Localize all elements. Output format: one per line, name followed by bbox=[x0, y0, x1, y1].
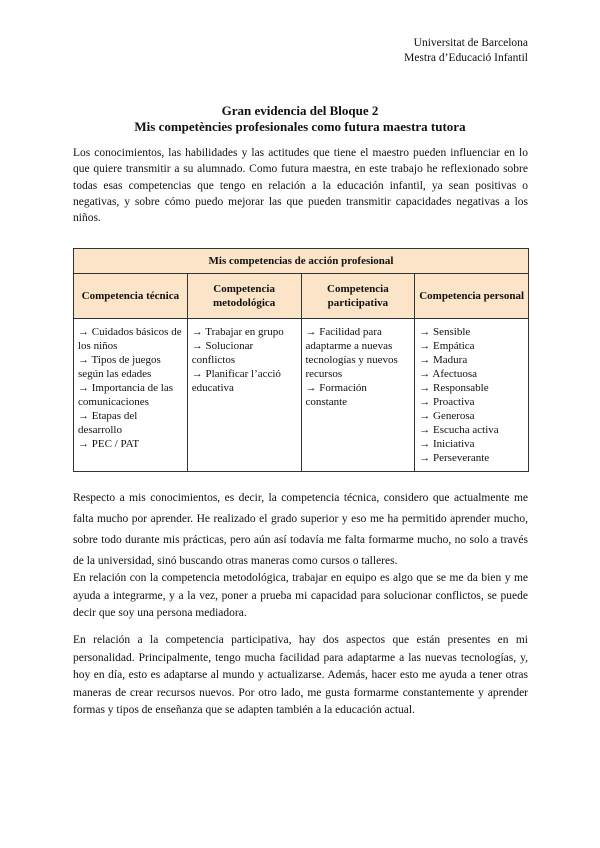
paragraph-methodological: En relación con la competencia metodológica, trabajar en equipo es algo que se me da bien y me ayuda a integrarme, y a la vez, poner a prueba mi capacidad para solucionar conflictos, se puede decir que soy una persona mediadora. bbox=[73, 572, 528, 619]
list-item: → Afectuosa bbox=[419, 368, 477, 380]
list-item: → Planificar l’acció educativa bbox=[191, 368, 281, 394]
table-cell bbox=[74, 319, 188, 472]
paragraph-technical: Respecto a mis conocimientos, es decir, la competencia técnica, considero que actualmente me falta mucho por aprender. He realizado el grado superior y eso me ha permitido aprender mucho, sobre todo durante mis prácticas, pero aún así todavía me falta formarme mucho, no solo a través de la universidad, sinó buscando otras maneras como cursos o talleres. bbox=[73, 492, 528, 567]
list-item: → Empática bbox=[419, 340, 475, 352]
list-item: → Formación constante bbox=[305, 382, 367, 408]
list-item: → Etapas del desarrollo bbox=[78, 410, 138, 436]
column-header: Competencia técnica bbox=[74, 274, 188, 319]
column-header: Competencia participativa bbox=[301, 274, 415, 319]
title-line-1: Gran evidencia del Bloque 2 bbox=[221, 103, 379, 118]
table-cell bbox=[187, 319, 301, 472]
list-item: → Madura bbox=[419, 354, 468, 366]
list-item: → Cuidados básicos de los niños bbox=[78, 326, 182, 352]
degree: Mestra d’Educació Infantil bbox=[404, 52, 528, 64]
list-item: → Iniciativa bbox=[419, 438, 475, 450]
column-header: Competencia personal bbox=[415, 274, 529, 319]
list-item: → Importancia de las comunicaciones bbox=[78, 382, 173, 408]
list-item: → Sensible bbox=[419, 326, 471, 338]
page-header bbox=[404, 36, 528, 66]
column-header: Competencia metodológica bbox=[187, 274, 301, 319]
list-item: → Facilidad para adaptarme a nuevas tecnologías y nuevos recursos bbox=[305, 326, 398, 380]
list-item: → Trabajar en grupo bbox=[191, 326, 284, 338]
document-title bbox=[0, 103, 600, 135]
paragraph-participative: En relación a la competencia participativa, hay dos aspectos que están presentes en mi personalidad. Principalmente, tengo mucha facilidad para adaptarme a las nuevas tecnologías, y, hoy en día, esto es adaptarse al mundo y actualizarse. Además, hacer esto me ayuda a tener otras maneras de crear recursos nuevos. Por otro lado, me gusta formarme constantemente y aprender formas y tipos de enseñanza que se adapten también a la educación actual. bbox=[73, 634, 528, 716]
table-caption: Mis competencias de acción profesional bbox=[74, 249, 529, 274]
list-item: → Responsable bbox=[419, 382, 489, 394]
list-item: → Escucha activa bbox=[419, 424, 499, 436]
list-item: → Generosa bbox=[419, 410, 475, 422]
institution: Universitat de Barcelona bbox=[413, 37, 528, 49]
list-item: → PEC / PAT bbox=[78, 438, 140, 450]
competencies-table bbox=[73, 248, 529, 472]
list-item: → Solucionar conflictos bbox=[191, 340, 254, 366]
list-item: → Perseverante bbox=[419, 452, 490, 464]
list-item: → Proactiva bbox=[419, 396, 475, 408]
list-item: → Tipos de juegos según las edades bbox=[78, 354, 161, 380]
title-line-2: Mis competències profesionales como futura maestra tutora bbox=[134, 119, 466, 134]
table-cell bbox=[415, 319, 529, 472]
intro-paragraph: Los conocimientos, las habilidades y las actitudes que tiene el maestro pueden influenciar en lo que quiere transmitir a su alumnado. Como futura maestra, en este trabajo he reflexionado sobre todas esas competencias que tengo en relación a la educación infantil, ya sean positivas o negativas, y sobre cómo puedo mejorar las que pueden transmitir capacidades negativas a los niños. bbox=[73, 147, 528, 225]
table-cell bbox=[301, 319, 415, 472]
